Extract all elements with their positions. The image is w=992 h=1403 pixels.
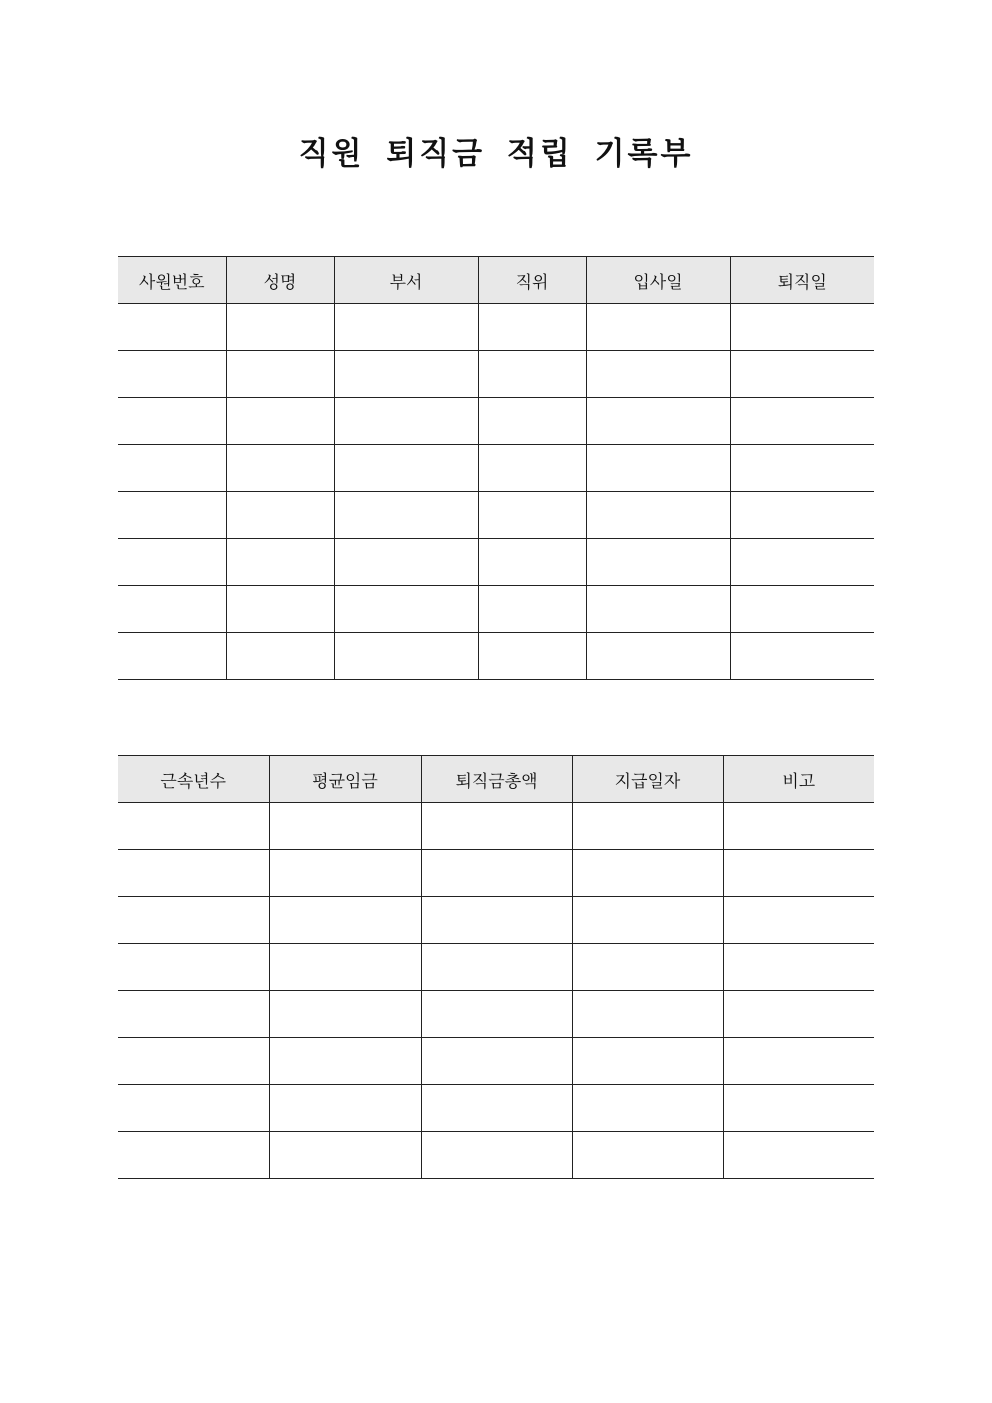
table-cell[interactable] [118, 1038, 269, 1085]
table-row [118, 539, 874, 586]
table-row [118, 445, 874, 492]
table-cell[interactable] [226, 445, 334, 492]
table-cell[interactable] [572, 897, 723, 944]
table-cell[interactable] [118, 304, 226, 351]
employee-table-body [118, 304, 874, 680]
table-cell[interactable] [334, 351, 478, 398]
table-cell[interactable] [118, 803, 269, 850]
page-title: 직원 퇴직금 적립 기록부 [298, 136, 694, 172]
table-cell[interactable] [478, 539, 586, 586]
table-cell[interactable] [478, 304, 586, 351]
table-row [118, 351, 874, 398]
table-cell[interactable] [118, 1085, 269, 1132]
table-cell[interactable] [118, 897, 269, 944]
table-cell[interactable] [269, 991, 421, 1038]
table-cell[interactable] [226, 633, 334, 680]
table-row [118, 304, 874, 351]
table-cell[interactable] [421, 1038, 572, 1085]
table-cell[interactable] [334, 633, 478, 680]
severance-payment-table [118, 755, 874, 1179]
table-cell[interactable] [334, 492, 478, 539]
table-cell[interactable] [478, 586, 586, 633]
header-retirement-date: 퇴직일 [730, 257, 874, 304]
header-years-of-service: 근속년수 [118, 756, 269, 803]
table-cell[interactable] [118, 991, 269, 1038]
table-cell[interactable] [269, 1038, 421, 1085]
table-cell[interactable] [421, 850, 572, 897]
table-cell[interactable] [478, 492, 586, 539]
header-position: 직위 [478, 257, 586, 304]
table-cell[interactable] [586, 445, 730, 492]
table-cell[interactable] [421, 897, 572, 944]
table-cell[interactable] [586, 492, 730, 539]
table-cell[interactable] [334, 445, 478, 492]
header-name: 성명 [226, 257, 334, 304]
table-cell[interactable] [226, 539, 334, 586]
table-cell[interactable] [421, 991, 572, 1038]
table-cell[interactable] [269, 850, 421, 897]
table-row [118, 850, 874, 897]
header-remarks: 비고 [723, 756, 874, 803]
table-row [118, 633, 874, 680]
table-cell[interactable] [730, 633, 874, 680]
table-cell[interactable] [421, 1085, 572, 1132]
table-cell[interactable] [723, 850, 874, 897]
table-cell[interactable] [572, 991, 723, 1038]
table-cell[interactable] [226, 586, 334, 633]
table-cell[interactable] [730, 351, 874, 398]
table-row [118, 1038, 874, 1085]
table-cell[interactable] [226, 304, 334, 351]
table-cell[interactable] [478, 445, 586, 492]
table-cell[interactable] [723, 897, 874, 944]
table-cell[interactable] [421, 944, 572, 991]
table-cell[interactable] [586, 633, 730, 680]
table-cell[interactable] [269, 803, 421, 850]
table-cell[interactable] [723, 1038, 874, 1085]
table-row [118, 897, 874, 944]
table-cell[interactable] [572, 803, 723, 850]
table-cell[interactable] [269, 1132, 421, 1179]
header-employee-id: 사원번호 [118, 257, 226, 304]
table-cell[interactable] [723, 803, 874, 850]
table-cell[interactable] [723, 1085, 874, 1132]
table-cell[interactable] [421, 1132, 572, 1179]
table-cell[interactable] [572, 944, 723, 991]
table-row [118, 944, 874, 991]
table-cell[interactable] [730, 398, 874, 445]
table-cell[interactable] [118, 850, 269, 897]
table-cell[interactable] [421, 803, 572, 850]
employee-info-table [118, 256, 874, 680]
table-cell[interactable] [118, 492, 226, 539]
table-cell[interactable] [586, 398, 730, 445]
table-cell[interactable] [269, 1085, 421, 1132]
table-row [118, 492, 874, 539]
header-payment-date: 지급일자 [572, 756, 723, 803]
table-cell[interactable] [118, 398, 226, 445]
table-cell[interactable] [723, 944, 874, 991]
table-row [118, 1132, 874, 1179]
header-department: 부서 [334, 257, 478, 304]
table-cell[interactable] [478, 351, 586, 398]
table-cell[interactable] [269, 897, 421, 944]
table-cell[interactable] [586, 351, 730, 398]
table-cell[interactable] [226, 351, 334, 398]
table-row [118, 398, 874, 445]
table-row [118, 1085, 874, 1132]
table-cell[interactable] [723, 991, 874, 1038]
table-row [118, 991, 874, 1038]
table-cell[interactable] [723, 1132, 874, 1179]
table-cell[interactable] [586, 586, 730, 633]
header-severance-total: 퇴직금총액 [421, 756, 572, 803]
table-cell[interactable] [118, 586, 226, 633]
table-cell[interactable] [334, 586, 478, 633]
table-cell[interactable] [334, 398, 478, 445]
table-header-row [118, 756, 874, 803]
table-cell[interactable] [118, 633, 226, 680]
table-cell[interactable] [269, 944, 421, 991]
table-row [118, 803, 874, 850]
table-row [118, 586, 874, 633]
payment-table-body [118, 803, 874, 1179]
table-cell[interactable] [730, 304, 874, 351]
table-cell[interactable] [572, 1038, 723, 1085]
table-cell[interactable] [572, 1085, 723, 1132]
table-cell[interactable] [478, 633, 586, 680]
table-cell[interactable] [730, 445, 874, 492]
header-hire-date: 입사일 [586, 257, 730, 304]
table-cell[interactable] [730, 539, 874, 586]
table-cell[interactable] [572, 1132, 723, 1179]
table-cell[interactable] [572, 850, 723, 897]
table-cell[interactable] [226, 492, 334, 539]
table-header-row [118, 257, 874, 304]
header-average-wage: 평균임금 [269, 756, 421, 803]
table-cell[interactable] [118, 944, 269, 991]
table-cell[interactable] [586, 539, 730, 586]
table-cell[interactable] [118, 539, 226, 586]
table-cell[interactable] [334, 539, 478, 586]
table-cell[interactable] [226, 398, 334, 445]
table-cell[interactable] [118, 351, 226, 398]
table-cell[interactable] [334, 304, 478, 351]
table-cell[interactable] [478, 398, 586, 445]
table-cell[interactable] [730, 586, 874, 633]
table-cell[interactable] [118, 1132, 269, 1179]
table-cell[interactable] [586, 304, 730, 351]
table-cell[interactable] [118, 445, 226, 492]
table-cell[interactable] [730, 492, 874, 539]
